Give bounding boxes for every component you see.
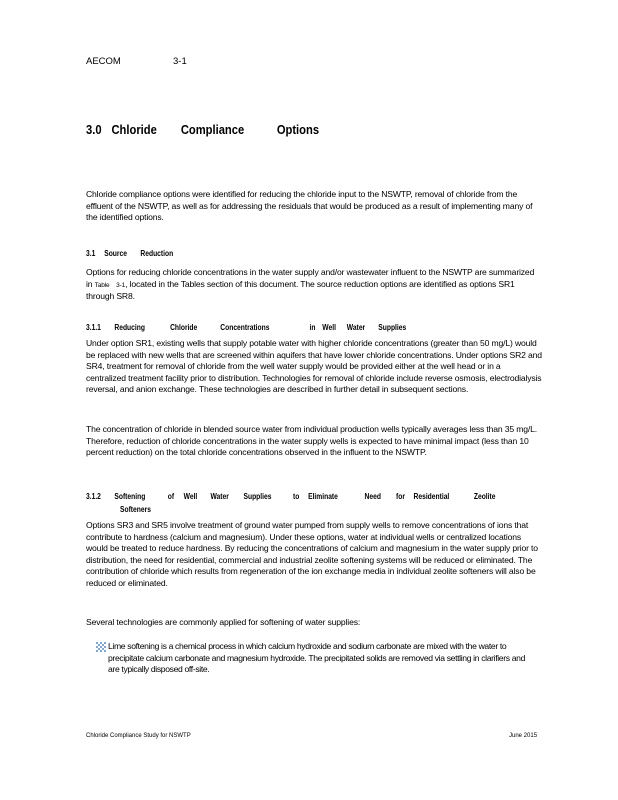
- paragraph-text: Options for reducing chloride concentrations in the water supply and/or wastewater influent to the NSWTP are summarized in: [86, 267, 535, 289]
- footer-document-title: Chloride Compliance Study for NSWTP: [86, 733, 191, 739]
- subsection-3-1-2-paragraph-2: [86, 617, 542, 629]
- subsection-title-word: Water: [210, 491, 229, 501]
- section-title: [86, 122, 319, 137]
- bullet-square-icon: [96, 642, 106, 652]
- subsection-title-word: Source: [104, 248, 127, 258]
- header-company: AECOM: [86, 56, 121, 67]
- subsection-title-word: for: [396, 491, 406, 501]
- subsection-title-word: of: [167, 491, 175, 501]
- paragraph-text: Under option SR1, existing wells that supply potable water with higher chloride concentrations (greater than 50 mg/L) would be replaced with new wells that are screened within aquifers that have lower chloride concentrations. Under options SR2 and SR4, treatment for removal of chloride from the well water supply would be provided either at the well head or in a centralized treatment facility prior to distribution. Technologies for removal of chloride include reverse osmosis, electrodialysis reversal, and anion exchange. These technologies are described in further detail in subsequent sections.: [86, 338, 542, 395]
- section-title-word: Compliance: [180, 122, 245, 137]
- bullet-item-lime-softening: [98, 641, 528, 676]
- subsection-title-word: Concentrations: [220, 322, 270, 332]
- section-number: 3.0: [86, 122, 102, 137]
- subsection-title-word: Eliminate: [308, 491, 338, 501]
- header-page-number: 3-1: [173, 56, 187, 67]
- subsection-3-1-2-title-line2: Softeners: [120, 504, 151, 514]
- subsection-title-word: Chloride: [170, 322, 198, 332]
- subsection-title-word: Supplies: [243, 491, 272, 501]
- subsection-title-word: Zeolite: [473, 491, 496, 501]
- subsection-title-word: Reduction: [140, 248, 174, 258]
- subsection-title-word: Reducing: [114, 322, 145, 332]
- subsection-3-1-1-paragraph-2: [86, 424, 542, 459]
- bullet-text: Lime softening is a chemical process in which calcium hydroxide and sodium carbonate are mixed with the water to precipitate calcium carbonate and magnesium hydroxide. The precipitated solids are removed via settling in clarifiers and are typically disposed off-site.: [108, 641, 526, 675]
- subsection-title-word: to: [292, 491, 300, 501]
- table-reference-word[interactable]: Table: [94, 281, 110, 289]
- subsection-title-word: Supplies: [378, 322, 407, 332]
- subsection-3-1-1-title: [86, 322, 406, 332]
- subsection-3-1-paragraph: [86, 267, 542, 303]
- subsection-3-1-2-paragraph-1: [86, 520, 542, 590]
- paragraph-text: The concentration of chloride in blended source water from individual production wells typically averages less than 35 mg/L. Therefore, reduction of chloride concentrations in the water supply wells is expected to have minimal impact (less than 10 percent reduction) on the total chloride concentrations observed in the influent to the NSWTP.: [86, 424, 537, 458]
- footer-date: June 2015: [509, 733, 538, 739]
- subsection-title-word: Well: [183, 491, 198, 501]
- subsection-title-word: Residential: [413, 491, 450, 501]
- subsection-number: 3.1.2: [86, 491, 101, 501]
- intro-text: Chloride compliance options were identified for reducing the chloride input to the NSWTP, removal of chloride from the effluent of the NSWTP, as well as for addressing the residuals that would be produced as a result of implementing many of the identified options.: [86, 189, 533, 223]
- section-title-word: Options: [276, 122, 320, 137]
- section-title-word: Chloride: [111, 122, 157, 137]
- paragraph-text: Several technologies are commonly applied for softening of water supplies:: [86, 617, 361, 627]
- subsection-3-1-text: [86, 267, 542, 303]
- subsection-title-word: Need: [364, 491, 381, 501]
- subsection-3-1-1-paragraph-1: [86, 338, 542, 396]
- subsection-number: 3.1.1: [86, 322, 101, 332]
- subsection-3-1-title: [86, 248, 173, 258]
- subsection-title-word: Well: [322, 322, 336, 332]
- paragraph-text: Options SR3 and SR5 involve treatment of ground water pumped from supply wells to remove concentrations of ions that contribute to hardness (calcium and magnesium). Under these options, water at individual wells or centralized locations would be treated to reduce hardness. By reducing the concentrations of calcium and magnesium in the water supply prior to distribution, the need for residential, commercial and industrial zeolite softening systems will be reduced or eliminated. The contribution of chloride which results from regeneration of the ion exchange media in individual zeolite softeners will also be reduced or eliminated.: [86, 520, 538, 588]
- subsection-title-word: Water: [346, 322, 366, 332]
- paragraph-text: , located in the Tables section of this document. The source reduction options are identified as options SR1 through SR8.: [86, 278, 515, 302]
- subsection-title-word: in: [309, 322, 316, 332]
- subsection-title-word: Softening: [114, 491, 146, 501]
- subsection-number: 3.1: [86, 248, 96, 258]
- subsection-3-1-2-title: [86, 491, 496, 501]
- intro-paragraph: [86, 189, 542, 224]
- table-reference-number[interactable]: 3-1: [116, 281, 126, 289]
